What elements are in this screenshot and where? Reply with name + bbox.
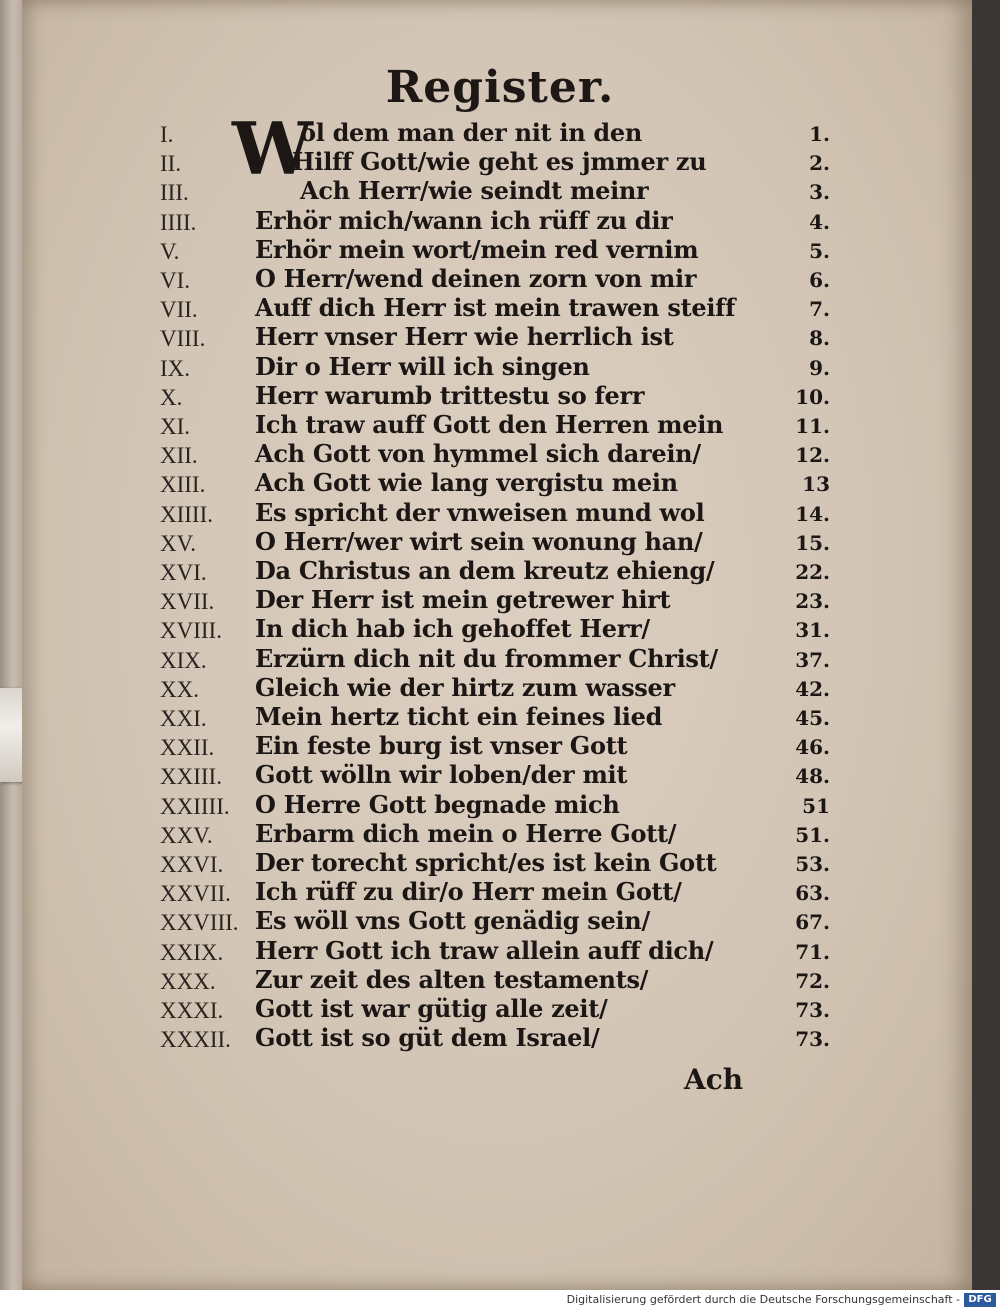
entry-title: Es wöll vns Gott genädig sein/ <box>255 906 650 936</box>
entry-title: Ich traw auff Gott den Herren mein <box>255 410 724 439</box>
entry-title: ol dem man der nit in den <box>300 118 643 147</box>
entry-page-number: 63. <box>795 881 830 906</box>
entry-numeral: V. <box>160 238 180 264</box>
entry-page-number: 37. <box>795 647 830 672</box>
entry-title: Dir o Herr will ich singen <box>255 351 590 381</box>
entry-title: Mein hertz ticht ein feines lied <box>255 702 663 731</box>
entry-numeral: VIII. <box>160 326 206 352</box>
entry-numeral: III. <box>160 180 189 206</box>
entry-numeral: XVI. <box>160 560 207 585</box>
entry-numeral: VII. <box>160 297 198 323</box>
entry-numeral: XXVIII. <box>160 910 239 936</box>
entry-numeral: XXVII. <box>160 881 231 907</box>
entry-title: Ach Gott von hymmel sich darein/ <box>255 439 701 469</box>
entry-page-number: 48. <box>795 764 830 789</box>
entry-numeral: XXV. <box>160 822 213 848</box>
entry-page-number: 46. <box>795 735 830 760</box>
entry-page-number: 23. <box>795 589 830 614</box>
entry-numeral: X. <box>160 384 183 410</box>
entry-page-number: 8. <box>809 326 830 351</box>
entry-title: In dich hab ich gehoffet Herr/ <box>255 614 650 644</box>
entry-numeral: XXII. <box>160 735 215 761</box>
entry-numeral: XXIX. <box>160 939 224 965</box>
entry-title: Herr vnser Herr wie herrlich ist <box>255 322 674 352</box>
entry-page-number: 67. <box>795 910 830 935</box>
entry-title: O Herr/wer wirt sein wonung han/ <box>255 526 703 556</box>
entry-page-number: 5. <box>809 238 830 263</box>
entry-title: O Herre Gott begnade mich <box>255 789 620 819</box>
entry-numeral: XXI. <box>160 706 207 731</box>
entry-title: Gott wölln wir loben/der mit <box>255 760 628 790</box>
entry-page-number: 10. <box>795 384 830 409</box>
entry-numeral: XVIII. <box>160 618 222 644</box>
entry-page-number: 72. <box>795 968 830 993</box>
entry-page-number: 3. <box>809 180 830 205</box>
entry-page-number: 9. <box>809 355 830 380</box>
entry-title: Gleich wie der hirtz zum wasser <box>255 672 675 702</box>
entry-page-number: 71. <box>795 939 830 964</box>
register-entry <box>0 1023 1000 1056</box>
entry-title: Erhör mich/wann ich rüff zu dir <box>255 205 673 235</box>
entry-title: Der Herr ist mein getrewer hirt <box>255 585 671 615</box>
entry-page-number: 1. <box>809 122 830 146</box>
funding-credit: Digitalisierung gefördert durch die Deutsche Forschungsgemeinschaft - <box>566 1293 960 1306</box>
entry-title: Ein feste burg ist vnser Gott <box>255 731 628 761</box>
entry-title: Ach Gott wie lang vergistu mein <box>255 468 678 498</box>
entry-page-number: 45. <box>795 706 830 730</box>
entry-title: O Herr/wend deinen zorn von mir <box>255 264 697 293</box>
entry-page-number: 22. <box>795 560 830 584</box>
entry-title: Erbarm dich mein o Herre Gott/ <box>255 818 677 848</box>
entry-title: Ach Herr/wie seindt meinr <box>300 176 649 206</box>
entry-numeral: VI. <box>160 268 191 293</box>
entry-page-number: 6. <box>809 268 830 292</box>
footer-bar <box>0 1290 1000 1311</box>
entry-page-number: 51 <box>802 793 830 818</box>
entry-numeral: XVII. <box>160 589 215 615</box>
entry-title: Gott ist so güt dem Israel/ <box>255 1023 600 1053</box>
entry-page-number: 7. <box>809 297 830 322</box>
entry-title: Zur zeit des alten testaments/ <box>255 964 649 994</box>
decorated-initial: W <box>232 106 313 191</box>
entry-numeral: XXVI. <box>160 852 224 877</box>
entry-page-number: 51. <box>795 822 830 847</box>
entry-numeral: XIIII. <box>160 501 213 527</box>
entry-title: Ich rüff zu dir/o Herr mein Gott/ <box>255 877 682 907</box>
entry-title: Erhör mein wort/mein red vernim <box>255 234 699 264</box>
entry-page-number: 12. <box>795 443 830 468</box>
entry-numeral: XV. <box>160 530 197 556</box>
entry-title: Herr Gott ich traw allein auff dich/ <box>255 935 714 965</box>
entry-numeral: IIII. <box>160 209 197 235</box>
entry-page-number: 4. <box>809 209 830 234</box>
entry-page-number: 13 <box>802 472 830 497</box>
entry-numeral: XX. <box>160 676 199 702</box>
entry-numeral: XII. <box>160 443 198 469</box>
entry-numeral: XXXI. <box>160 998 224 1023</box>
entry-page-number: 2. <box>809 151 830 176</box>
entry-numeral: XIX. <box>160 647 207 673</box>
entry-page-number: 14. <box>795 501 830 526</box>
entry-page-number: 73. <box>795 1027 830 1052</box>
entry-numeral: XXIIII. <box>160 793 230 819</box>
entry-title: Erzürn dich nit du frommer Christ/ <box>255 643 718 673</box>
entry-title: Da Christus an dem kreutz ehieng/ <box>255 556 715 585</box>
entry-page-number: 31. <box>795 618 830 643</box>
entry-numeral: XI. <box>160 414 191 439</box>
entry-title: Gott ist war gütig alle zeit/ <box>255 994 608 1023</box>
entry-numeral: XXXII. <box>160 1027 231 1053</box>
entry-page-number: 11. <box>795 414 830 438</box>
entry-page-number: 53. <box>795 852 830 876</box>
entry-title: Es spricht der vnweisen mund wol <box>255 497 705 527</box>
catchword: Ach <box>684 1063 744 1096</box>
entry-title: Der torecht spricht/es ist kein Gott <box>255 848 717 877</box>
entry-page-number: 42. <box>795 676 830 701</box>
entry-title: Auff dich Herr ist mein trawen steiff <box>255 293 736 323</box>
entry-numeral: I. <box>160 122 174 147</box>
entry-numeral: II. <box>160 151 182 177</box>
entry-numeral: XXIII. <box>160 764 222 790</box>
entry-page-number: 73. <box>795 998 830 1022</box>
entry-title: Herr warumb trittestu so ferr <box>255 380 645 410</box>
entry-title: Hilff Gott/wie geht es jmmer zu <box>292 147 707 177</box>
entry-numeral: XIII. <box>160 472 206 498</box>
entry-numeral: XXX. <box>160 968 216 994</box>
entry-numeral: IX. <box>160 355 191 381</box>
page-title: Register. <box>385 62 615 113</box>
dfg-logo: DFG <box>964 1293 996 1307</box>
entry-page-number: 15. <box>795 530 830 555</box>
